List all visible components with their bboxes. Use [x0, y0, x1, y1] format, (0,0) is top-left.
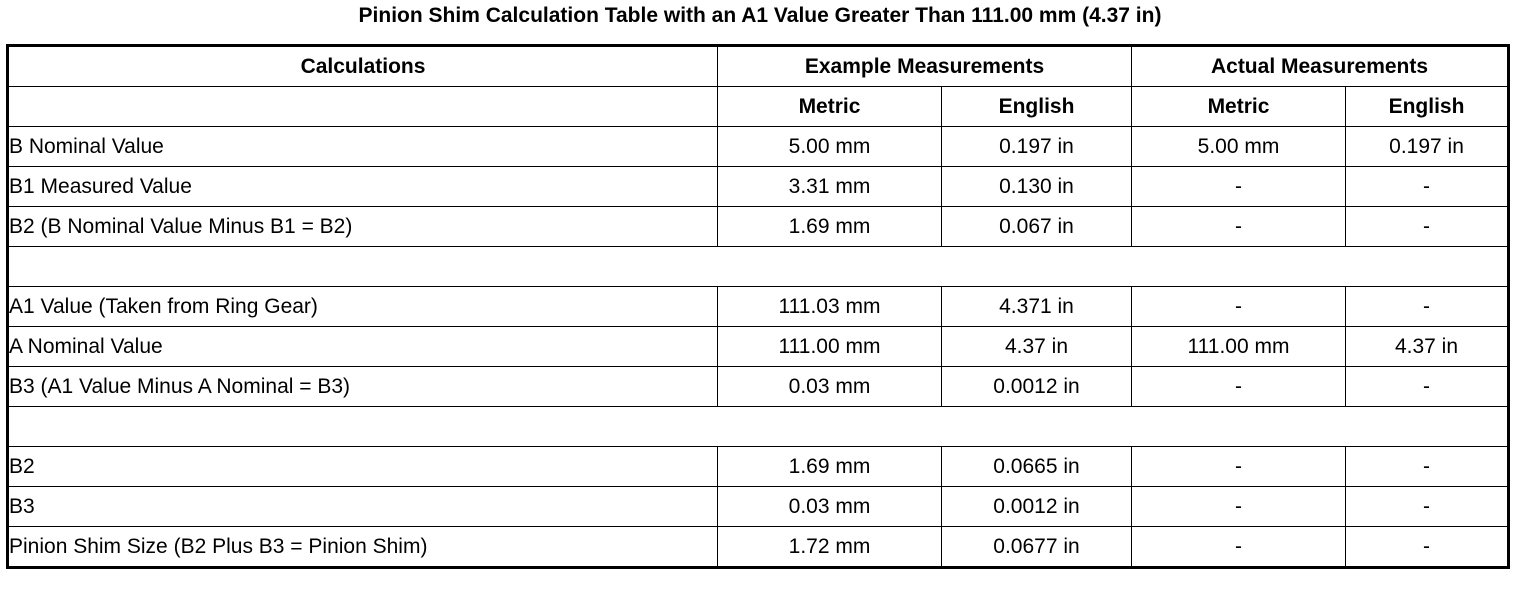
actual-english-cell: -	[1346, 287, 1509, 327]
row-label: B3 (A1 Value Minus A Nominal = B3)	[8, 367, 718, 407]
example-english-cell: 0.0012 in	[942, 367, 1132, 407]
row-label: B2	[8, 447, 718, 487]
header-example-metric: Metric	[718, 87, 942, 127]
example-english-cell: 0.067 in	[942, 207, 1132, 247]
header-calculations: Calculations	[8, 46, 718, 87]
actual-metric-cell: 111.00 mm	[1132, 327, 1346, 367]
header-row-units	[8, 87, 1509, 127]
header-row-groups	[8, 46, 1509, 87]
actual-metric-cell: -	[1132, 167, 1346, 207]
table-row	[8, 207, 1509, 247]
table-row	[8, 367, 1509, 407]
table-row	[8, 327, 1509, 367]
example-metric-cell: 3.31 mm	[718, 167, 942, 207]
actual-english-cell: -	[1346, 367, 1509, 407]
example-english-cell: 4.37 in	[942, 327, 1132, 367]
example-metric-cell: 0.03 mm	[718, 367, 942, 407]
example-english-cell: 0.0012 in	[942, 487, 1132, 527]
table-row	[8, 127, 1509, 167]
example-english-cell: 0.0665 in	[942, 447, 1132, 487]
actual-english-cell: -	[1346, 447, 1509, 487]
actual-metric-cell: -	[1132, 447, 1346, 487]
blank-separator-cell	[8, 407, 1509, 447]
actual-metric-cell: -	[1132, 287, 1346, 327]
actual-metric-cell: 5.00 mm	[1132, 127, 1346, 167]
row-label: A1 Value (Taken from Ring Gear)	[8, 287, 718, 327]
header-actual-metric: Metric	[1132, 87, 1346, 127]
header-empty-cell	[8, 87, 718, 127]
actual-english-cell: -	[1346, 527, 1509, 568]
example-metric-cell: 111.00 mm	[718, 327, 942, 367]
table-row	[8, 487, 1509, 527]
pinion-shim-table	[6, 44, 1510, 569]
header-actual-english: English	[1346, 87, 1509, 127]
actual-metric-cell: -	[1132, 527, 1346, 568]
example-metric-cell: 0.03 mm	[718, 487, 942, 527]
example-english-cell: 0.130 in	[942, 167, 1132, 207]
example-metric-cell: 1.69 mm	[718, 447, 942, 487]
actual-metric-cell: -	[1132, 207, 1346, 247]
table-row	[8, 527, 1509, 568]
example-metric-cell: 5.00 mm	[718, 127, 942, 167]
header-example-measurements: Example Measurements	[718, 46, 1132, 87]
row-label: B Nominal Value	[8, 127, 718, 167]
header-example-english: English	[942, 87, 1132, 127]
table-row	[8, 447, 1509, 487]
row-label: B2 (B Nominal Value Minus B1 = B2)	[8, 207, 718, 247]
actual-english-cell: 4.37 in	[1346, 327, 1509, 367]
row-label: Pinion Shim Size (B2 Plus B3 = Pinion Shim)	[8, 527, 718, 568]
row-label: B3	[8, 487, 718, 527]
actual-english-cell: 0.197 in	[1346, 127, 1509, 167]
actual-english-cell: -	[1346, 207, 1509, 247]
table-title: Pinion Shim Calculation Table with an A1 Value Greater Than 111.00 mm (4.37 in)	[358, 4, 1162, 27]
example-english-cell: 4.371 in	[942, 287, 1132, 327]
actual-metric-cell: -	[1132, 487, 1346, 527]
example-english-cell: 0.197 in	[942, 127, 1132, 167]
example-metric-cell: 111.03 mm	[718, 287, 942, 327]
blank-row	[8, 247, 1509, 287]
header-actual-measurements: Actual Measurements	[1132, 46, 1509, 87]
actual-metric-cell: -	[1132, 367, 1346, 407]
actual-english-cell: -	[1346, 167, 1509, 207]
table-row	[8, 167, 1509, 207]
blank-row	[8, 407, 1509, 447]
example-metric-cell: 1.69 mm	[718, 207, 942, 247]
table-row	[8, 287, 1509, 327]
example-english-cell: 0.0677 in	[942, 527, 1132, 568]
blank-separator-cell	[8, 247, 1509, 287]
row-label: A Nominal Value	[8, 327, 718, 367]
row-label: B1 Measured Value	[8, 167, 718, 207]
example-metric-cell: 1.72 mm	[718, 527, 942, 568]
actual-english-cell: -	[1346, 487, 1509, 527]
